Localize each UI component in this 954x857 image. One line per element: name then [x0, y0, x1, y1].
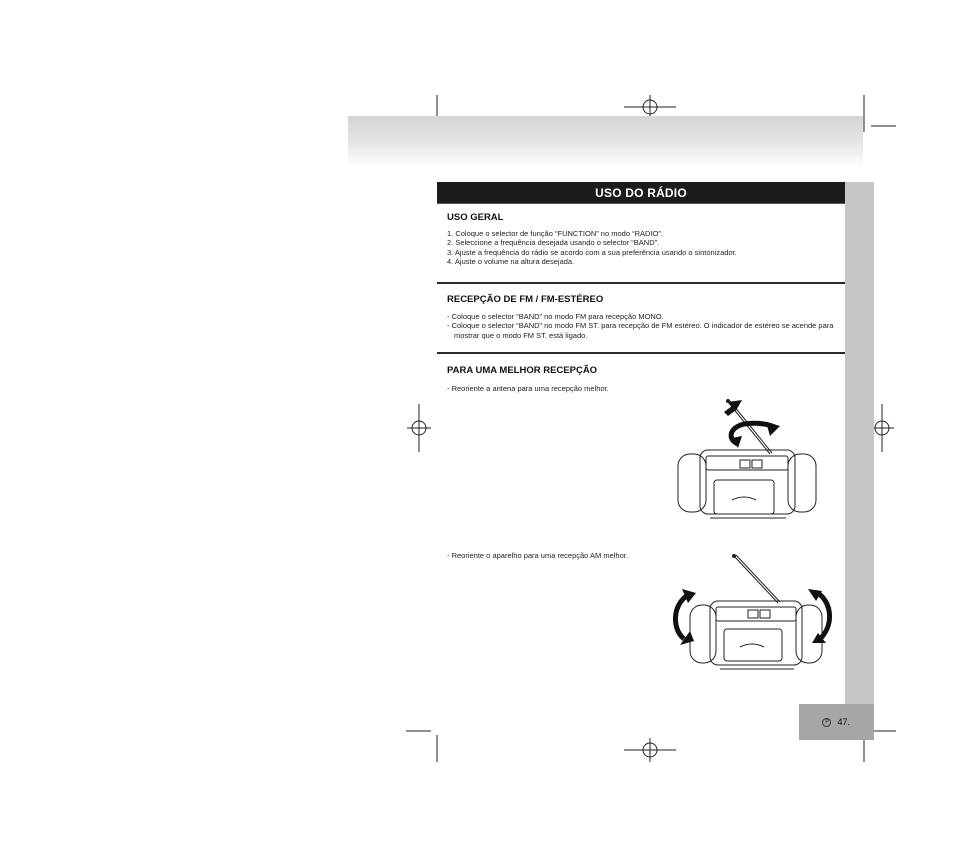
- page-number: 47.: [837, 717, 850, 727]
- side-strip: [845, 182, 874, 704]
- list-item: 4. Ajuste o volume na altura desejada.: [447, 256, 575, 266]
- rotate-right-arrow-icon: [818, 593, 830, 639]
- page-number-tab: [799, 704, 874, 740]
- section-divider: [437, 352, 845, 354]
- page-title: USO DO RÁDIO: [437, 182, 845, 203]
- header-band: [348, 116, 863, 167]
- antenna-illustration: [670, 392, 830, 527]
- title-underline: [437, 203, 845, 204]
- list-item: - Coloque o selector “BAND” no modo FM ST. para recepção de FM estéreo. O indicador de estéreo se acende para mostrar que o modo FM ST. está ligado.: [447, 321, 834, 340]
- language-icon: P: [822, 718, 831, 727]
- rotate-left-arrow-icon: [675, 595, 688, 639]
- section-title-uso-geral: USO GERAL: [447, 212, 504, 223]
- device-illustration: [668, 553, 838, 678]
- list-item: 1. Coloque o selector de função “FUNCTION” no modo “RADIO”.: [447, 229, 663, 238]
- note-am: - Reoriente o aparelho para uma recepção AM melhor.: [447, 551, 628, 560]
- list-item: - Coloque o selector “BAND” no modo FM para recepção MONO.: [447, 312, 664, 321]
- section-title-melhor-recepcao: PARA UMA MELHOR RECEPÇÃO: [447, 365, 598, 376]
- list-item: 2. Seleccione a frequência desejada usando o selector “BAND”.: [447, 238, 660, 248]
- section-title-fm-stereo: RECEPÇÃO DE FM / FM-ESTÉREO: [447, 294, 604, 305]
- list-item: 3. Ajuste a frequência do rádio se acordo com a sua preferência usando o sintonizador.: [447, 247, 737, 257]
- section-divider: [437, 282, 845, 284]
- fm-stereo-list: [447, 312, 842, 340]
- uso-geral-list: [447, 229, 842, 266]
- note-antenna: - Reoriente a antena para uma recepção melhor.: [447, 384, 609, 393]
